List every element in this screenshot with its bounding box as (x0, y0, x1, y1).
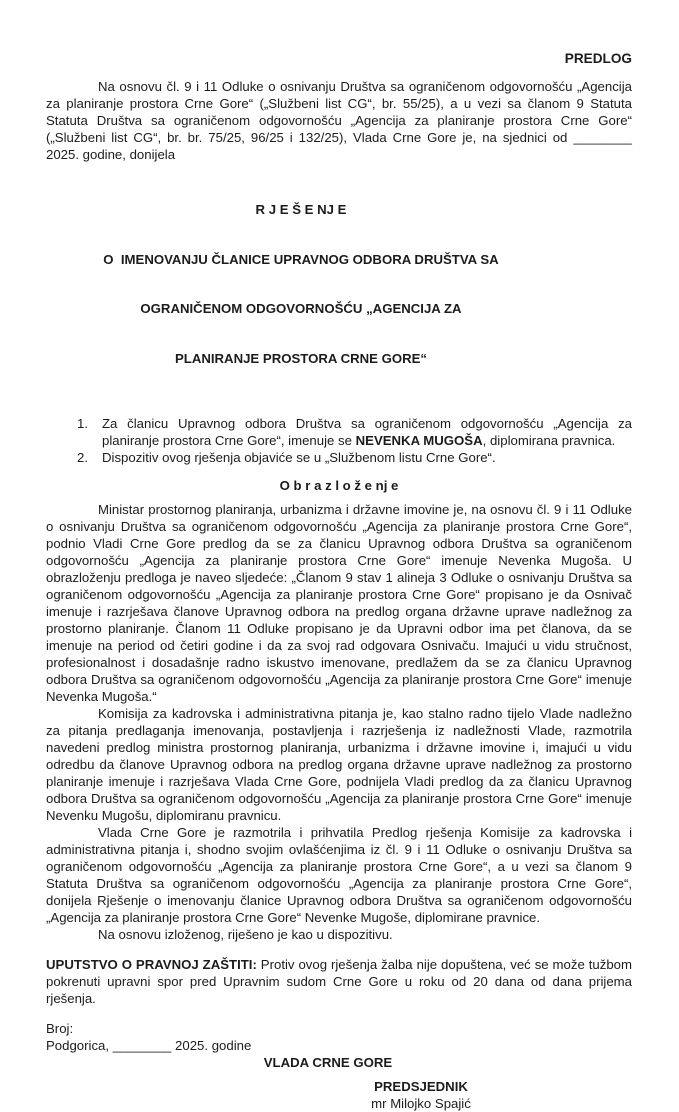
list-item-number: 2. (77, 450, 88, 465)
signatory-title: PREDSJEDNIK (374, 1079, 468, 1094)
signature-block (46, 1078, 632, 1112)
appointee-name: NEVENKA MUGOŠA (355, 433, 483, 448)
explanation-body (46, 501, 632, 943)
decision-title-line-4: PLANIRANJE PROSTORA CRNE GORE“ (174, 350, 428, 366)
case-number-label: Broj: (46, 1021, 74, 1036)
list-item-text (102, 415, 632, 449)
legal-remedy-text: Protiv ovog rješenja žalba nije dopuštena, već se može tužbom pokrenuti upravni spor pred Upravnim sudom Crne Gore u roku od 20 dana od dana prijema rješenja. (46, 957, 632, 1006)
list-item-text-pre: Za članicu Upravnog odbora Društva sa ograničenom odgovornošću „Agencija za planiranje prostora Crne Gore“, imenuje se (102, 416, 632, 448)
document-footer (46, 1020, 632, 1112)
explanation-heading: O b r a z l o ž e nj e (279, 478, 399, 493)
place-and-date-line: Podgorica, ________ 2025. godine (46, 1038, 252, 1053)
list-item-number: 1. (77, 416, 88, 431)
list-item-text (102, 449, 632, 466)
government-name: VLADA CRNE GORE (263, 1055, 393, 1070)
document-label-predlog: PREDLOG (564, 51, 632, 66)
decision-title-line-1: R J E Š E NJ E (255, 202, 347, 217)
explanation-paragraph: Komisija za kadrovska i administrativna pitanja je, kao stalno radno tijelo Vlade nadležno za pitanja predlaganja imenovanja, postavljenja i razrješenja iz nadležnosti Vlade, razmotrila navedeni predlog ministra prostornog planiranja, urbanizma i državne imovine i, imajući u vidu odredbu da članove Upravnog odbora na predlog organa državne uprave nadležnog za prostorno planiranje imenuje i razrješava Vlada Crne Gore, podnijela Vladi predlog da za članicu Upravnog odbora Društva sa ograničenom odgovornošću „Agencija za planiranje prostora Crne Gore“ imenuje Nevenku Mugošu, diplomiranu pravnicu. (46, 706, 632, 823)
legal-remedy-label: UPUTSTVO O PRAVNOJ ZAŠTITI: (46, 957, 257, 972)
list-item-text-post: , diplomirana pravnica. (482, 433, 616, 448)
decision-title (46, 169, 632, 400)
list-item (46, 449, 632, 466)
list-item (46, 415, 632, 449)
decision-title-line-2: O IMENOVANJU ČLANICE UPRAVNOG ODBORA DRUŠTVA SA (103, 251, 499, 267)
intro-paragraph: Na osnovu čl. 9 i 11 Odluke o osnivanju Društva sa ograničenom odgovornošću „Agencija za planiranje prostora Crne Gore“ („Službeni list CG“, br. 55/25), a u vezi sa članom 9 Statuta Statuta Društva sa ograničenom odgovornošću „Agencija za planiranje prostora Crne Gore“ („Službeni list CG“, br. br. 75/25, 96/25 i 132/25), Vlada Crne Gore je, na sjednici od ________ 2025. godine, donijela (46, 79, 632, 162)
signatory-name: mr Milojko Spajić (371, 1096, 471, 1111)
legal-remedy-notice (46, 956, 632, 1007)
explanation-paragraph: Na osnovu izloženog, riješeno je kao u dispozitivu. (98, 927, 393, 942)
explanation-paragraph: Ministar prostornog planiranja, urbanizma i državne imovine je, na osnovu čl. 9 i 11 Odluke o osnivanju Društva sa ograničenom odgovornošću „Agencija za planiranje prostora Crne Gore“, podnio Vladi Crne Gore predlog da se za članicu Upravnog odbora Društva sa ograničenom odgovornošću „Agencija za planiranje prostora Crne Gore“ imenuje Nevenka Mugoša. U obrazloženju predloga je naveo sljedeće: „Članom 9 stav 1 alineja 3 Odluke o osnivanju Društva sa ograničenom odgovornošću „Agencija za planiranje prostora Crne Gore“ propisano je da Osnivač imenuje i razrješava članove Upravnog odbora na predlog organa državne uprave nadležnog za prostorno planiranje. Članom 11 Odluke propisano je da Upravni odbor ima pet članova, da se imenuje na period od četiri godine i da za svoj rad odgovara Osnivaču. Imajući u vidu stručnost, profesionalnost i dosadašnje radno iskustvo imenovane, predlažem da se za članicu Upravnog odbora Društva sa ograničenom odgovornošću „Agencija za planiranje prostora Crne Gore“ imenuje Nevenka Mugoša.“ (46, 502, 632, 704)
decision-title-line-3: OGRANIČENOM ODGOVORNOŠĆU „AGENCIJA ZA (140, 301, 462, 316)
list-item-text-pre: Dispozitiv ovog rješenja objaviće se u „Službenom listu Crne Gore“. (102, 450, 496, 465)
dispositive-list (46, 415, 632, 466)
explanation-paragraph: Vlada Crne Gore je razmotrila i prihvatila Predlog rješenja Komisije za kadrovska i administrativna pitanja i, shodno svojim ovlašćenjima iz čl. 9 i 11 Odluke o osnivanju Društva sa ograničenom odgovornošću „Agencija za planiranje prostora Crne Gore“, a u vezi sa članom 9 Statuta Društva sa ograničenom odgovornošću „Agencija za planiranje prostora Crne Gore“, donijela Rješenje o imenovanju članice Upravnog odbora Društva sa ograničenom odgovornošću „Agencija za planiranje prostora Crne Gore“ Nevenke Mugoše, diplomirane pravnice. (46, 825, 632, 925)
